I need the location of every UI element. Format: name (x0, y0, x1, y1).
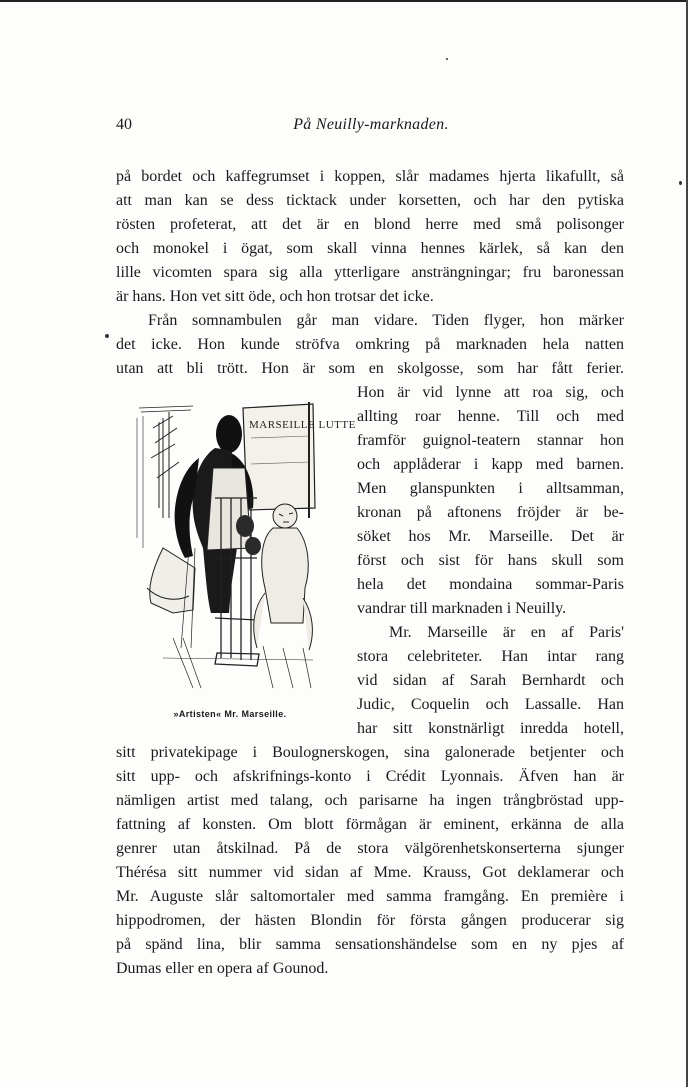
scan-speck (446, 58, 448, 60)
text-line: nämligen artist med talang, och parisarne ha ingen trångbröstad upp- (116, 792, 624, 809)
text-line: Men glanspunkten i alltsamman, (357, 480, 624, 497)
text-line: är hans. Hon vet sitt öde, och hon trotsar det icke. (116, 288, 434, 305)
wrestler-illustration (133, 398, 356, 692)
text-line: Från somnambulen går man vidare. Tiden flyger, hon märker (148, 312, 624, 329)
page-top-edge (0, 0, 688, 2)
text-line: hippodromen, der hästen Blondin för första gången producerar sig (116, 912, 624, 929)
text-line: Thérésa sitt nummer vid sidan af Mme. Krauss, Got deklamerar och (116, 864, 624, 881)
text-line: Hon är vid lynne att roa sig, och (357, 384, 624, 401)
sign-text: MARSEILLE LUTTE (249, 419, 356, 431)
text-line: sitt privatekipage i Boulognerskogen, sina galonerade betjenter och (116, 744, 624, 761)
running-header (116, 116, 626, 138)
text-line: först och sist för hans skull som (357, 552, 624, 569)
text-line: sitt upp- och afskrifnings-konto i Crédit Lyonnais. Äfven han är (116, 768, 624, 785)
text-line: på spänd lina, blir samma sensationshändelse som en ny pjes af (116, 936, 624, 953)
text-line: söket hos Mr. Marseille. Det är (357, 528, 624, 545)
text-line: Dumas eller en opera af Gounod. (116, 960, 329, 977)
text-line: lille vicomten spara sig alla ytterligare ansträngningar; fru baronessan (116, 264, 624, 281)
running-title: På Neuilly-marknaden. (293, 116, 449, 133)
marseille-sign (243, 402, 356, 518)
text-line: rösten profeterat, att det är en blond herre med små polisonger (116, 216, 624, 233)
text-line: utan att bli trött. Hon är som en skolgosse, som har fått ferier. (116, 360, 624, 377)
text-line: vid sidan af Sarah Bernhardt och (357, 672, 624, 689)
scan-speck (679, 181, 682, 185)
text-line: att man kan se dess ticktack under korsetten, och har den pytiska (116, 192, 624, 209)
text-line: kronan på aftonens fröjder är be- (357, 504, 624, 521)
page-number: 40 (116, 116, 132, 133)
text-line: genrer utan åtskilnad. På de stora välgörenhetskonserterna sjunger (116, 840, 624, 857)
text-line: på bordet och kaffegrumset i koppen, slår madames hjerta likafullt, så (116, 168, 624, 185)
text-line: vandrar till marknaden i Neuilly. (357, 600, 567, 617)
text-line: har sitt konstnärligt inredda hotell, (357, 720, 624, 737)
figure-caption: »Artisten« Mr. Marseille. (173, 709, 287, 719)
text-line: stora celebriteter. Han intar rang (357, 648, 624, 665)
text-line: och monokel i ögat, som skall vinna hennes kärlek, så kan den (116, 240, 624, 257)
text-line: och applåderar i kapp med barnen. (357, 456, 624, 473)
text-line: Mr. Marseille är en af Paris' (389, 624, 624, 641)
text-line: det icke. Hon kunde ströfva omkring på marknaden hela natten (116, 336, 624, 353)
text-line: framför guignol-teatern stannar hon (357, 432, 624, 449)
text-line: Judic, Coquelin och Lassalle. Han (357, 696, 624, 713)
text-line: Mr. Auguste slår saltomortaler med samma framgång. En première i (116, 888, 624, 905)
text-line: fattning af konsten. Om blott förmågan är eminent, erkänna de alla (116, 816, 624, 833)
text-line: hela det mondaina sommar-Paris (357, 576, 624, 593)
text-line: allting roar henne. Till och med (357, 408, 624, 425)
scan-speck (105, 334, 109, 338)
